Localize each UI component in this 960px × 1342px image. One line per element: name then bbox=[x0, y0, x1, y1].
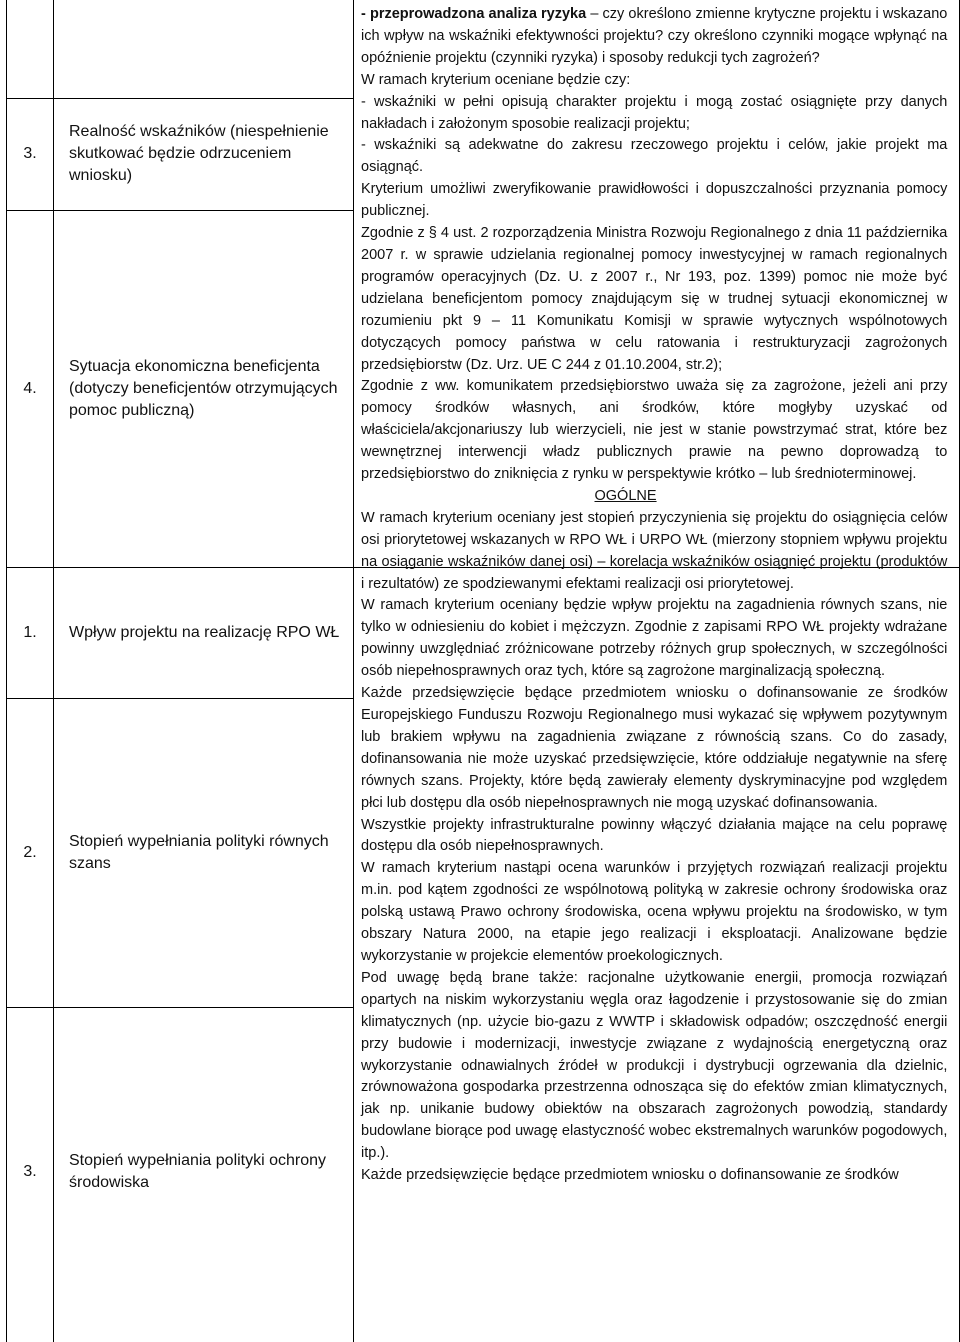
economic-paragraph: Zgodnie z § 4 ust. 2 rozporządzenia Ministra Rozwoju Regionalnego z dnia 11 października 2007 r. w sprawie udzielania regionalnej pomocy inwestycyjnej w ramach regionalnych programów operacyjnych (Dz. U. z 2007 r., Nr 193, poz. 1399) pomoc nie może być udzielana beneficjentom pomocy znajdującym się w trudnej sytuacji ekonomicznej w rozumieniu pkt 9 – 11 Komunikatu Komisji w sprawie wytycznych wspólnotowych dotyczących pomocy państwa w celu ratowania i restrukturyzacji zagrożonych przedsiębiorstw (Dz. Urz. UE C 244 z 01.10.2004, str.2); bbox=[361, 224, 948, 373]
equal-opportunity-paragraph: W ramach kryterium oceniany będzie wpływ projektu na zagadnienia równych szans, nie tylko w odniesieniu do kobiet i mężczyzn. Zgodnie z zapisami RPO WŁ projekty wdrażane powinny uwzględniać zróżnicowane potrzeby różnych grup społecznych, w szczególności osób niepełnosprawnych oraz tych, które są zagrożone marginalizacją społeczną. bbox=[361, 596, 948, 680]
criterion-name bbox=[69, 567, 344, 698]
criterion-name bbox=[69, 210, 344, 567]
criteria-description-column bbox=[361, 3, 947, 1186]
criterion-number: 3. bbox=[23, 1163, 37, 1180]
economic-paragraph: Kryterium umożliwi zweryfikowanie prawidłowości i dopuszczalności przyznania pomocy publicznej. bbox=[361, 180, 948, 220]
rpo-impact-paragraph: W ramach kryterium oceniany jest stopień przyczynienia się projektu do osiągnięcia celów osi priorytetowej wskazanych w RPO WŁ i URPO WŁ (mierzony stopniem wpływu projektu na osiąganie wskaźników danej osi) – korelacja wskaźników osiągnięć projektu (produktów i rezultatów) ze spodziewanymi efektami realizacji osi priorytetowej. bbox=[361, 508, 948, 592]
criterion-name bbox=[69, 98, 344, 210]
environment-paragraph: Każde przedsięwzięcie będące przedmiotem wniosku o dofinansowanie ze środków bbox=[361, 1166, 899, 1184]
environment-paragraph: Pod uwagę będą brane także: racjonalne użytkowanie energii, promocja rozwiązań opartych na niskim wykorzystaniu węgla oraz łagodzenie i przystosowanie się do zmian klimatycznych (np. użycie bio-gazu z WWTP i składowisk odpadów; oszczędność energii przy budowie i modernizacji, inwestycje związane z wydajnością energetyczną oraz wykorzystanie odnawialnych źródeł w produkcji i dystrybucji ogrzewania dla dzielnic, zrównoważona gospodarka przestrzenna odnosząca się do efektów zmian klimatycznych, jak np. unikanie budowy obiektów na obszarach zagrożonych powodzią, standardy budowlane biorące pod uwagę elastyczność wobec ekstremalnych warunków pogodowych, itp.). bbox=[361, 968, 948, 1162]
risk-analysis-text: – czy określono zmienne krytyczne projektu i wskazano ich wpływ na wskaźniki efektywności projektu? czy określono czynniki mogące wpłynąć na opóźnienie projektu (czynniki ryzyka) i sposoby redukcji tych zagrożeń? bbox=[361, 5, 948, 66]
criterion-name bbox=[69, 1007, 344, 1337]
economic-paragraph: Zgodnie z ww. komunikatem przedsiębiorstwo uważa się za zagrożone, jeżeli ani przy pomocy środków własnych, ani środków, które mogłyby uzyskać od właściciela/akcjonariuszy lub wierzycieli, nie jest w stanie powstrzymać strat, które bez wewnętrznej interwencji władz publicznych prawie na pewno doprowadzą to przedsiębiorstwo do zniknięcia z rynku w perspektywie krótko – lub średnioterminowej. bbox=[361, 377, 948, 483]
environment-paragraph: W ramach kryterium nastąpi ocena warunków i przyjętych rozwiązań realizacji projektu m.in. pod kątem zgodności ze wspólnotową polityką w zakresie ochrony środowiska oraz polską ustawą Prawo ochrony środowiska, ocena wpływu projektu na środowisko, w tym obszary Natura 2000, na etapie jego realizacji i eksploatacji. Analizowane będzie wykorzystanie w projekcie elementów proekologicznych. bbox=[361, 859, 948, 964]
criterion-name-text: Wpływ projektu na realizację RPO WŁ bbox=[69, 623, 340, 641]
criterion-name-text: Realność wskaźników (niespełnienie skutkować będzie odrzuceniem wniosku) bbox=[69, 123, 329, 184]
criterion-number: 3. bbox=[23, 145, 37, 162]
risk-analysis-paragraph bbox=[361, 3, 947, 69]
section-heading-ogolne: OGÓLNE bbox=[594, 486, 657, 504]
criterion-name-text: Stopień wypełniania polityki równych szans bbox=[69, 832, 329, 872]
criterion-name bbox=[69, 698, 344, 1007]
criterion-number: 2. bbox=[23, 843, 37, 861]
equal-opportunity-paragraph: Wszystkie projekty infrastrukturalne powinny włączyć działania mające na celu poprawę dostępu dla osób niepełnosprawnych. bbox=[361, 815, 948, 855]
indicators-paragraph: - wskaźniki są adekwatne do zakresu rzeczowego projektu i celów, jakie projekt ma osiągnąć. bbox=[361, 136, 948, 176]
column-divider bbox=[53, 0, 54, 1342]
criterion-number: 1. bbox=[23, 623, 37, 641]
indicators-paragraph: - wskaźniki w pełni opisują charakter projektu i mogą zostać osiągnięte przy danych nakładach i założonym sposobie realizacji projektu; bbox=[361, 92, 948, 132]
criterion-name-text: Stopień wypełniania polityki ochrony środowiska bbox=[69, 1152, 327, 1191]
column-divider bbox=[353, 0, 354, 1342]
equal-opportunity-paragraph: Każde przedsięwzięcie będące przedmiotem wniosku o dofinansowanie ze środków Europejskiego Funduszu Rozwoju Regionalnego musi wykazać się wpływem pozytywnym lub brakiem wpływu na zagadnienia związane z równością szans. Co do zasady, dofinansowania nie może uzyskać przedsięwzięcie, które oddziałuje negatywnie na sferę równych szans. Projekty, które będą zawierały elementy dyskryminacyjne pod względem płci lub dostępu dla osób niepełnosprawnych nie mogą uzyskać dofinansowania. bbox=[361, 684, 948, 811]
criterion-name-text: Sytuacja ekonomiczna beneficjenta (dotyczy beneficjentów otrzymujących pomoc publiczną) bbox=[69, 357, 338, 419]
indicators-paragraph: W ramach kryterium oceniane będzie czy: bbox=[361, 70, 631, 88]
risk-analysis-heading: - przeprowadzona analiza ryzyka bbox=[361, 5, 587, 22]
criterion-number: 4. bbox=[23, 379, 37, 397]
